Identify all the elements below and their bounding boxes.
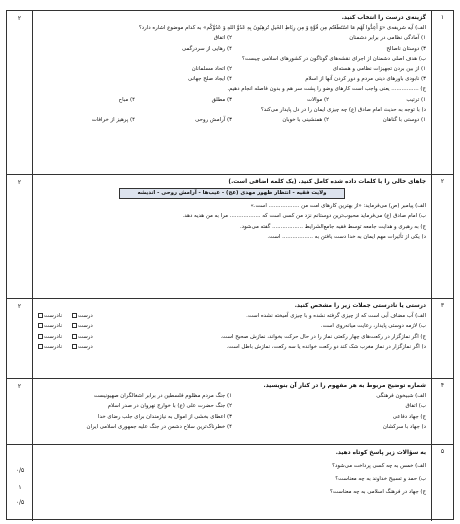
checkbox-icon[interactable]: [38, 334, 43, 339]
matching-columns: [38, 391, 426, 432]
question-content: [35, 299, 429, 378]
question-number: ۲: [431, 175, 453, 298]
score-cell: [7, 175, 33, 298]
question-score: ۲: [17, 303, 22, 310]
question-title: گزینه‌ی درست را انتخاب کنید.: [341, 15, 426, 21]
options: [38, 95, 426, 105]
question-stem: د) با توجه به حدیث امام صادق (ع) چه چیزی ایمان را در دل پایدار می‌کند؟: [260, 106, 426, 113]
option[interactable]: ۱) دوستی با گناهان: [382, 117, 426, 124]
true-choice[interactable]: درست: [72, 332, 93, 342]
question-stem: ج) ................ یعنی واجب است کارهای وضو را پشت سر هم و بدون فاصله انجام دهیم.: [227, 86, 426, 93]
option[interactable]: ۱) از بین بردن تجهیزات نظامی و هسته‌ای: [332, 66, 426, 73]
explanations-column: [38, 391, 232, 432]
answer-choices: [38, 321, 93, 331]
score-cell: [7, 11, 33, 174]
explanation-item: ۴) خطرناک‌ترین سلاح دشمن در جنگ علیه جمهوری اسلامی ایران: [86, 423, 232, 430]
line-score: ۰/۵: [15, 499, 25, 506]
option[interactable]: ۴) ایجاد صلح جهانی: [188, 76, 232, 83]
question-content: [35, 11, 429, 174]
option[interactable]: ۱) آمادگی نظامی در برابر دشمنان: [349, 35, 426, 42]
option[interactable]: ۳) نابودی باورهای دینی مردم و دور کردن آنها از اسلام: [305, 76, 426, 83]
true-false-item: [38, 332, 426, 342]
false-choice[interactable]: نادرست: [38, 321, 62, 331]
question-title: به سؤالات زیر پاسخ کوتاه دهید.: [335, 450, 426, 456]
question-stem: الف) آیه شریفه‌ی «وَ أَعِدُّوا لَهُم مَا اسْتَطَعْتُم مِن قُوَّةٍ وَ مِن رِبَاطِ الخَیلِ تُرهِبُونَ بِهِ عَدُوَّ اللهِ وَ عَدُوَّکُم» به کدام موضوع اشاره دارد؟: [138, 25, 426, 32]
question-content: [35, 379, 429, 444]
question-content: [35, 445, 429, 521]
explanation-item: ۳) اعطای بخشی از اموال به نیازمندان برای جلب رضای خدا: [98, 413, 232, 420]
option[interactable]: ۳) دوستان ناصالح: [386, 45, 426, 52]
option[interactable]: ۲) موالات: [306, 96, 329, 103]
checkbox-icon[interactable]: [72, 323, 77, 328]
false-choice[interactable]: نادرست: [38, 311, 62, 321]
explanation-item: ۱) جنگ مردم مظلوم فلسطین در برابر اشغالگران صهیونیست: [93, 393, 232, 400]
true-false-item: [38, 321, 426, 331]
question-content: [35, 175, 429, 298]
checkbox-icon[interactable]: [72, 344, 77, 349]
option[interactable]: ۲) اتحاد مسلمانان: [191, 66, 232, 73]
statement: ب) لازمه دوستی پایدار، رعایت میانه‌روی است.: [320, 323, 426, 330]
question-2: [7, 175, 453, 299]
question-title: جاهای خالی را با کلمات داده شده کامل کنید. (یک کلمه اضافی است.): [228, 179, 426, 185]
word-bank: ولایت فقیه - انتظار ظهور مهدی (عج) - عیب‌ها - آرامش روحی - اندیشه: [119, 188, 344, 199]
statement: د) اگر نمازگزار در نماز مغرب شک کند دو رکعت خوانده یا سه رکعت، نمازش باطل است.: [226, 343, 426, 350]
answer-choices: [38, 342, 93, 352]
option[interactable]: ۳) مطلق: [211, 96, 232, 103]
option[interactable]: ۳) آرامش روحی: [195, 117, 232, 124]
option[interactable]: ۱) ترتیب: [406, 96, 426, 103]
checkbox-icon[interactable]: [38, 344, 43, 349]
checkbox-icon[interactable]: [38, 313, 43, 318]
concept-item[interactable]: ب) اتفاق: [405, 403, 426, 410]
line-score: ۱: [18, 484, 22, 491]
false-choice[interactable]: نادرست: [38, 332, 62, 342]
explanation-item: ۲) جنگ حضرت علی (ع) با خوارج نهروان در صدر اسلام: [107, 403, 232, 410]
fill-blank-line: ج) به رهبری و هدایت جامعه توسط فقیه جامع‌الشرایط .................. گفته می‌شود.: [240, 223, 426, 230]
score-cell: [7, 379, 33, 444]
fill-blank-line: ب) امام صادق (ع) می‌فرماید محبوب‌ترین دوستانم نزد من کسی است که .................. مرا به من هدیه دهد.: [182, 213, 426, 220]
concept-item[interactable]: ج) جهاد دفاعی: [392, 413, 426, 420]
line-score: ۰/۵: [15, 467, 25, 474]
answer-choices: [38, 311, 93, 321]
true-choice[interactable]: درست: [72, 342, 93, 352]
score-cell: [7, 445, 33, 521]
question-number: ۵: [431, 445, 453, 521]
true-choice[interactable]: درست: [72, 321, 93, 331]
question-score: ۲: [17, 15, 22, 22]
true-choice[interactable]: درست: [72, 311, 93, 321]
true-false-item: [38, 311, 426, 321]
question-title: شماره توضیح مربوط به هر مفهوم را در کنار آن بنویسید.: [263, 383, 426, 389]
question-stem: ب) هدف اصلی دشمنان از اجرای نقشه‌های گوناگون در کشورهای اسلامی چیست؟: [242, 55, 426, 62]
option[interactable]: ۲) اتفاق: [213, 35, 232, 42]
question-number: ۱: [431, 11, 453, 174]
false-choice[interactable]: نادرست: [38, 342, 62, 352]
question-number: ۳: [431, 299, 453, 378]
checkbox-icon[interactable]: [72, 313, 77, 318]
options: [38, 33, 426, 53]
question-5: [7, 445, 453, 521]
question-title: درستی یا نادرستی جملات زیر را مشخص کنید.: [294, 303, 426, 309]
score-cell: [7, 299, 33, 378]
short-answer-line: ج) جهاد در فرهنگ اسلامی به چه معناست؟: [330, 489, 426, 495]
checkbox-icon[interactable]: [38, 323, 43, 328]
concept-item[interactable]: د) جهاد با سرکشان: [382, 423, 426, 430]
option[interactable]: ۴) پرهیز از خرافات: [91, 117, 135, 124]
statement: ج) اگر نمازگزار در رکعت‌های چهار رکعتی نماز را در حال حرکت بخواند، نمازش صحیح است.: [220, 333, 426, 340]
fill-blank-line: الف) پیامبر (ص) می‌فرماید: «از بهترین کارهای امت من .................. است.»: [250, 203, 426, 210]
checkbox-icon[interactable]: [72, 334, 77, 339]
exam-page: [6, 10, 454, 520]
question-number: ۴: [431, 379, 453, 444]
question-4: [7, 379, 453, 445]
option[interactable]: ۴) مباح: [118, 96, 135, 103]
question-score: ۲: [17, 179, 22, 186]
short-answer-line: الف) خمس به چه کسی پرداخت می‌شود؟: [332, 463, 426, 469]
concepts-column: [232, 391, 426, 432]
question-3: [7, 299, 453, 379]
short-answer-line: ب) حمد و تسبیح خداوند به چه معناست؟: [335, 476, 426, 482]
question-score: ۲: [17, 383, 22, 390]
options: [38, 64, 426, 84]
option[interactable]: ۴) رهایی از سردرگمی: [181, 45, 232, 52]
answer-choices: [38, 332, 93, 342]
concept-item[interactable]: الف) شبیخون فرهنگی: [376, 393, 426, 400]
option[interactable]: ۲) همنشینی با خوبان: [282, 117, 329, 124]
fill-blank-line: د) یکی از تأثیرات مهم ایمان به خدا دست یافتن به .................. است.: [267, 233, 426, 240]
statement: الف) آب مضاف آبی است که از چیزی گرفته نشده و با چیزی آمیخته نشده است.: [246, 313, 426, 320]
options: [38, 115, 426, 125]
true-false-item: [38, 342, 426, 352]
question-1: [7, 11, 453, 175]
